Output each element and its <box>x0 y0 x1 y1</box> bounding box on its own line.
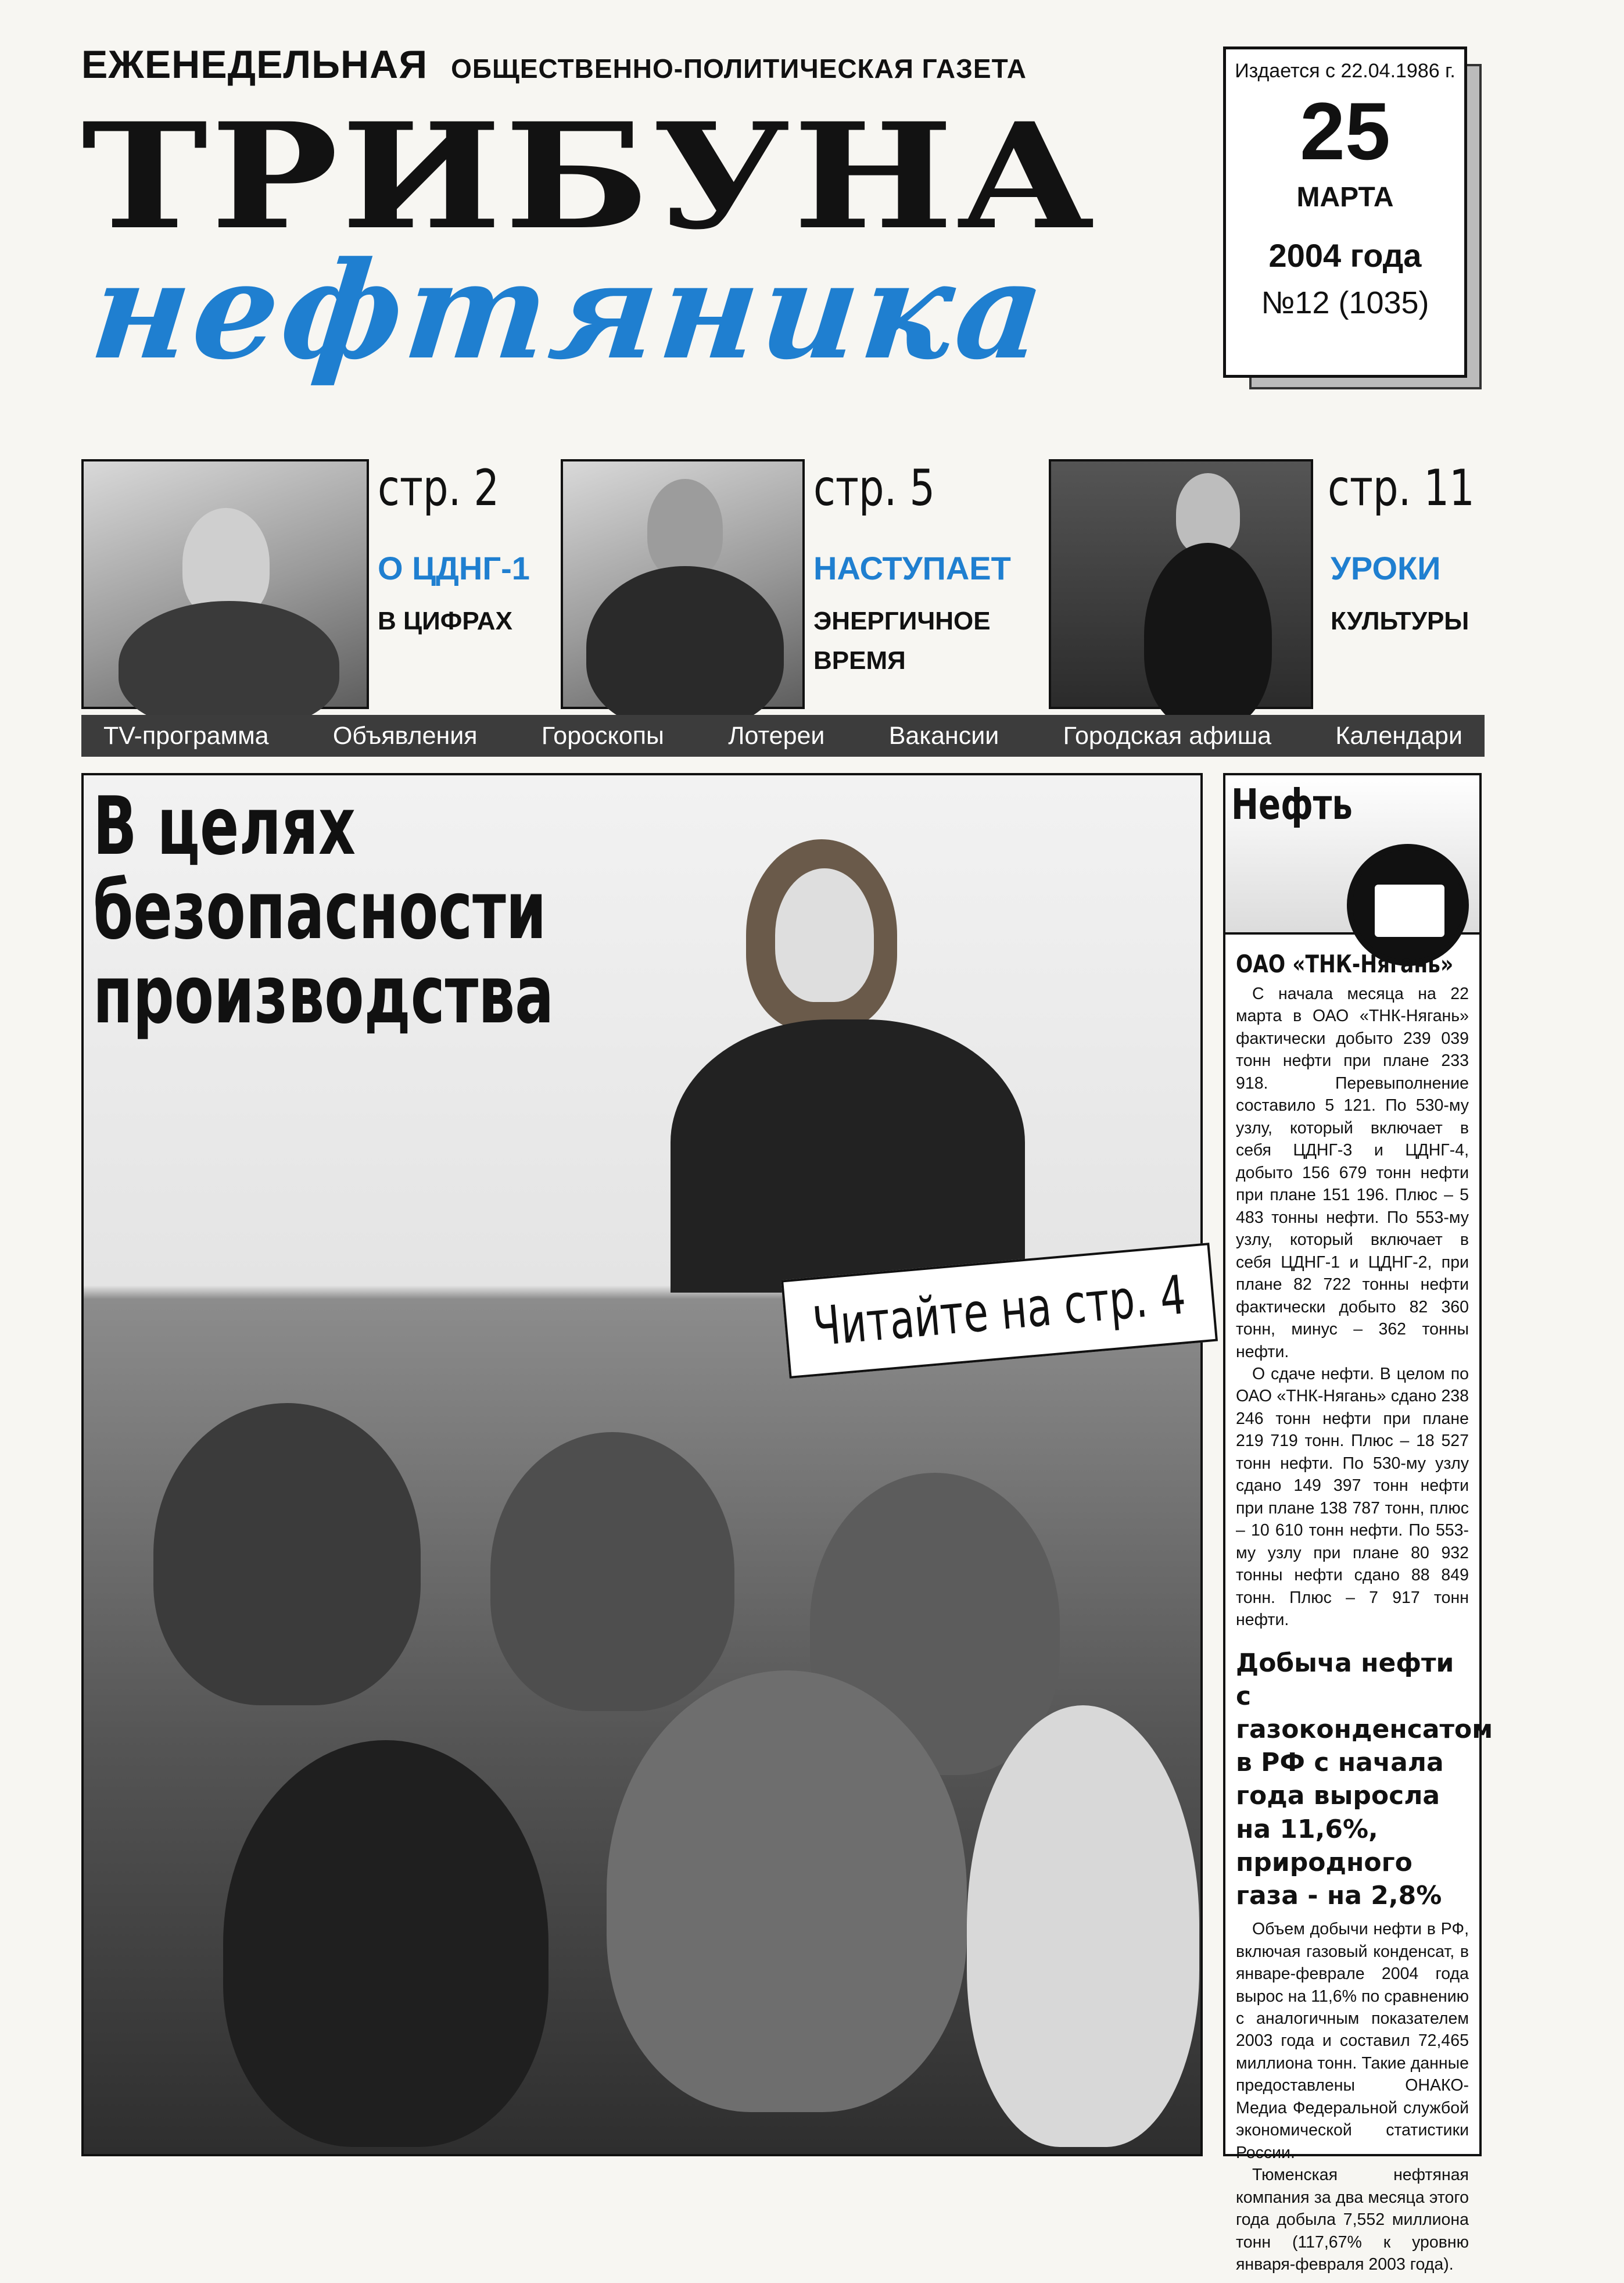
section-nav-strip <box>81 715 1485 757</box>
oil-logo-icon <box>1347 844 1469 966</box>
sidebar-section1-title: ОАО «ТНК-Нягань» <box>1236 950 1454 978</box>
teaser-title-2: НАСТУПАЕТ <box>813 550 1011 586</box>
sidebar-section1-p2: О сдаче нефти. В целом по ОАО «ТНК-Нягань» сдано 238 246 тонн нефти при плане 219 719 тонн. Плюс – 18 527 тонн нефти. По 530-му узлу сдано 149 397 тонн нефти при плане 138 787 тонн, плюс – 10 610 тонн нефти. По 553-му узлу при плане 80 932 тонны нефти сдано 88 849 тонн. Плюс – 7 917 тонн нефти. <box>1236 1364 1469 1630</box>
sidebar-section2-p2: Тюменская нефтяная компания за два месяца этого года добыла 7,552 миллиона тонн (117,67% к уровню января-февраля 2003 года). <box>1236 2166 1469 2274</box>
teaser-page-1: стр. 2 <box>378 459 500 517</box>
teaser-photo-2 <box>561 459 805 709</box>
main-headline-line1: В целях <box>93 779 356 873</box>
nav-item-city-poster[interactable]: Городская афиша <box>1063 721 1272 750</box>
issue-year: 2004 года <box>1268 237 1422 274</box>
newspaper-title-line2: нефтяника <box>84 232 1055 389</box>
sidebar-header <box>1225 775 1479 935</box>
teaser-page-2: стр. 5 <box>813 459 935 517</box>
issue-day: 25 <box>1300 85 1390 177</box>
nav-item-lotteries[interactable]: Лотереи <box>728 721 825 750</box>
teaser-title-1: О ЦДНГ-1 <box>378 550 530 586</box>
nav-item-tv[interactable]: TV-программа <box>103 721 269 750</box>
tagline-main: ЕЖЕНЕДЕЛЬНАЯ <box>81 42 428 87</box>
sidebar-section1-p1: С начала месяца на 22 марта в ОАО «ТНК-Нягань» фактически добыто 239 039 тонн нефти при плане 233 918. Перевыполнение составило 5 121. По 530-му узлу, который включает в себя ЦДНГ-3 и ЦДНГ-4, добыто 156 679 тонн нефти при плане 151 196. Плюс – 5 483 тонны нефти. По 553-му узлу, который включает в себя ЦДНГ-1 и ЦДНГ-2, при плане 82 722 тонны нефти фактически добыто 82 360 тонн, минус – 362 тонны нефти. <box>1236 985 1469 1361</box>
read-more-label: Читайте на стр. 4 <box>811 1263 1188 1358</box>
nav-item-calendars[interactable]: Календари <box>1335 721 1462 750</box>
main-headline-line2: безопасности <box>93 863 547 957</box>
masthead-tagline <box>81 42 1027 87</box>
newspaper-title-line1: ТРИБУНА <box>81 91 1098 262</box>
sidebar-section2-p1: Объем добычи нефти в РФ, включая газовый конденсат, в январе-феврале 2004 года вырос на 11,6% по сравнению с аналогичным показателем 2003 года и составил 72,465 миллиона тонн. Такие данные предоставлены ОНАКО-Медиа Федеральной службой экономической статистики России. <box>1236 1920 1469 2162</box>
tagline-sub: ОБЩЕСТВЕННО-ПОЛИТИЧЕСКАЯ ГАЗЕТА <box>451 53 1027 84</box>
teaser-subtitle-3: КУЛЬТУРЫ <box>1331 607 1469 635</box>
main-headline-line3: производства <box>93 947 554 1042</box>
oil-news-sidebar <box>1223 773 1493 2274</box>
teaser-page-3: стр. 11 <box>1328 459 1475 517</box>
issue-datebox <box>1223 46 1467 378</box>
issue-number: №12 (1035) <box>1261 285 1429 320</box>
nav-item-vacancies[interactable]: Вакансии <box>888 721 999 750</box>
nav-item-horoscopes[interactable]: Гороскопы <box>541 721 664 750</box>
issue-month: МАРТА <box>1296 182 1394 213</box>
teaser-photo-1 <box>81 459 369 709</box>
teaser-subtitle-2: ЭНЕРГИЧНОЕ ВРЕМЯ <box>813 607 991 675</box>
teaser-title-3: УРОКИ <box>1331 550 1441 586</box>
sidebar-section1-body <box>1225 983 1479 1631</box>
teaser-photo-3 <box>1049 459 1313 709</box>
sidebar-section2-body <box>1225 1918 1479 2276</box>
sidebar-section2-title: Добыча нефти с газоконденсатом в РФ с начала года выросла на 11,6%, природного газа - на 2,8% <box>1236 1648 1493 1910</box>
teaser-subtitle-1: В ЦИФРАХ <box>378 607 512 635</box>
main-headline <box>93 779 554 1042</box>
sidebar-title: Нефть <box>1231 780 1353 829</box>
published-since: Издается с 22.04.1986 г. <box>1235 60 1455 82</box>
nav-item-ads[interactable]: Объявления <box>332 721 478 750</box>
